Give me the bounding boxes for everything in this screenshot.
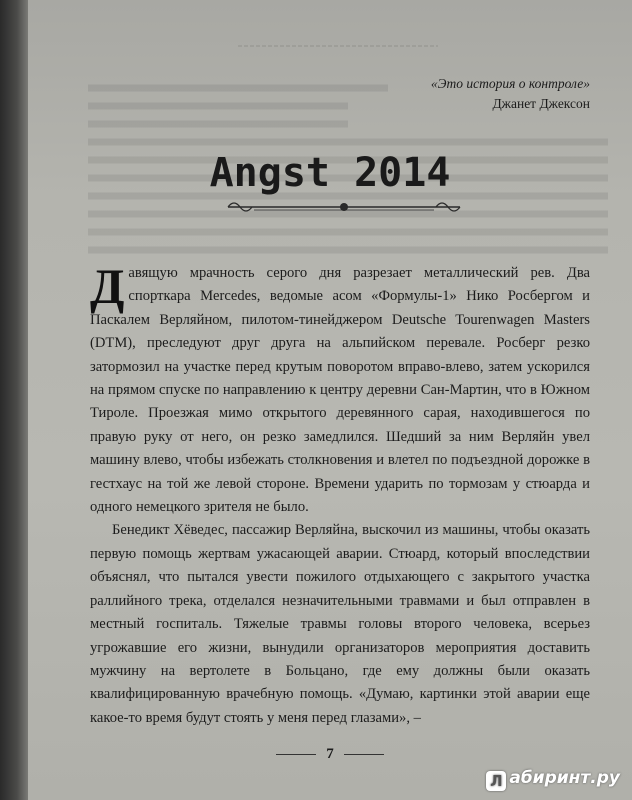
labirint-watermark bbox=[486, 768, 620, 791]
book-gutter bbox=[0, 0, 28, 800]
epigraph bbox=[270, 74, 590, 114]
chapter-body bbox=[90, 258, 590, 730]
paragraph-1-text: авящую мрачность серого дня разрезает металлический рев. Два спорткара Mercedes, ведомые асом «Формулы-1» Нико Росбергом и Паскалем Верляйном, пилотом-тинейджером Deutsche Tourenwagen Masters (DTM), преследуют друг друга на альпийском перевале. Росберг резко затормозил на участке перед крутым поворотом вправо-влево, затем ускорился на прямом спуске по направлению к центру деревни Сан-Мартин, что в Южном Тироле. Проезжая мимо открытого деревянного сарая, находившегося по правую руку от него, он резко замедлился. Шедший за ним Верляйн увел машину влево, чтобы избежать столкновения и влетел по подъездной дорожке в гестхаус на той же левой стороне. Времени ударить по тормозам у стюарда и одного немецкого зрителя не было. bbox=[90, 265, 590, 516]
page-folio bbox=[28, 746, 632, 763]
labirint-logo-icon: Л bbox=[486, 771, 506, 791]
paragraph-2: Бенедикт Хёведес, пассажир Верляйна, выскочил из машины, чтобы оказать первую помощь жертвам ужасающей аварии. Стюард, который впоследствии объяснял, что пытался увести пожилого отдыхающего с закрытого участка раллийного трека, отделался незначительными травмами и был отправлен в местный госпиталь. Тяжелые травмы головы второго человека, всерьез угрожавшие его жизни, вынудили организаторов мероприятия доставить мужчину на вертолете в Больцано, где ему должны были оказать квалифицированную врачебную помощь. «Думаю, картинки этой аварии еще какое-то время будут стоять у меня перед глазами», – bbox=[90, 522, 590, 726]
folio-right-rule bbox=[344, 754, 384, 755]
chapter-title: Angst 2014 bbox=[209, 150, 451, 196]
folio-left-rule bbox=[276, 754, 316, 755]
paragraph-1 bbox=[90, 258, 590, 519]
drop-cap: Д bbox=[90, 258, 125, 314]
title-flourish-ornament bbox=[224, 196, 464, 218]
running-head-ornament bbox=[238, 42, 438, 50]
watermark-text: абиринт.ру bbox=[509, 768, 620, 788]
running-head-decoration bbox=[238, 42, 438, 50]
book-page bbox=[28, 0, 632, 800]
epigraph-quote: «Это история о контроле» bbox=[430, 76, 590, 91]
epigraph-author: Джанет Джексон bbox=[492, 96, 590, 111]
page-number: 7 bbox=[326, 746, 334, 762]
